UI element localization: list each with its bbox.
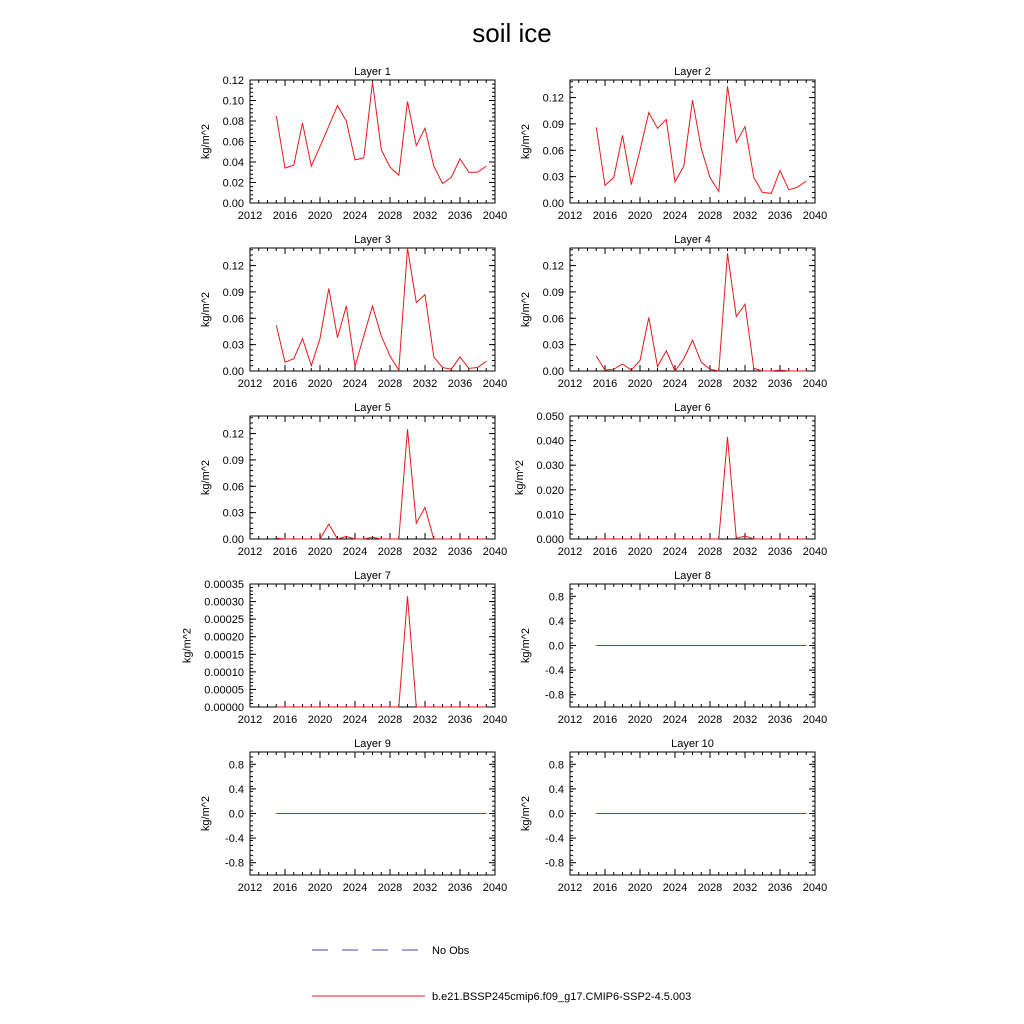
- x-tick-label: 2024: [662, 378, 688, 390]
- y-tick-label: 0.00: [222, 198, 244, 210]
- x-tick-label: 2032: [412, 378, 438, 390]
- y-tick-label: 0.06: [222, 313, 244, 326]
- x-tick-label: 2036: [447, 378, 473, 390]
- y-tick-label: -0.4: [545, 665, 564, 678]
- y-tick-label: 0.0: [228, 808, 244, 821]
- x-tick-label: 2020: [307, 210, 333, 222]
- panel-title: Layer 9: [354, 738, 391, 750]
- y-tick-label: 0.00: [222, 366, 244, 378]
- y-tick-label: 0.06: [222, 136, 244, 149]
- x-tick-label: 2024: [342, 882, 368, 894]
- x-tick-label: 2028: [697, 714, 723, 726]
- y-tick-label: 0.12: [222, 260, 244, 273]
- x-tick-label: 2020: [627, 714, 653, 726]
- x-tick-label: 2028: [697, 210, 723, 222]
- x-tick-label: 2012: [237, 882, 263, 894]
- plot-frame: [570, 80, 815, 203]
- x-tick-label: 2016: [272, 378, 298, 390]
- x-tick-label: 2036: [447, 210, 473, 222]
- panel-layer-7: [182, 570, 508, 726]
- x-tick-label: 2036: [767, 210, 793, 222]
- y-tick-label: -0.8: [545, 857, 564, 870]
- x-tick-label: 2020: [627, 546, 653, 558]
- panel-layer-6: [514, 402, 827, 558]
- x-tick-label: 2040: [482, 882, 508, 894]
- panel-layer-10: [520, 738, 827, 894]
- x-tick-label: 2032: [732, 714, 758, 726]
- y-tick-label: 0.00015: [204, 649, 244, 662]
- x-tick-label: 2020: [307, 882, 333, 894]
- y-tick-label: 0.06: [222, 481, 244, 494]
- y-tick-label: 0.4: [548, 783, 564, 796]
- y-axis-label: kg/m^2: [200, 459, 213, 496]
- x-tick-label: 2040: [482, 546, 508, 558]
- y-axis-label: kg/m^2: [520, 795, 533, 832]
- x-tick-label: 2040: [482, 210, 508, 222]
- x-tick-label: 2040: [802, 882, 828, 894]
- y-tick-label: 0.040: [536, 435, 564, 448]
- panel-layer-9: [200, 738, 507, 894]
- x-tick-label: 2012: [557, 378, 583, 390]
- y-tick-label: 0.00010: [204, 666, 244, 679]
- y-tick-label: 0.0: [548, 808, 564, 821]
- x-tick-label: 2036: [767, 378, 793, 390]
- x-tick-label: 2024: [342, 546, 368, 558]
- legend-model-label: b.e21.BSSP245cmip6.f09_g17.CMIP6-SSP2-4.5.003: [432, 991, 692, 1003]
- x-tick-label: 2016: [592, 546, 618, 558]
- series-line: [596, 86, 806, 193]
- y-tick-label: 0.00: [542, 198, 564, 210]
- x-tick-label: 2040: [482, 714, 508, 726]
- x-tick-label: 2032: [732, 546, 758, 558]
- y-tick-label: 0.00: [222, 534, 244, 546]
- x-tick-label: 2024: [662, 714, 688, 726]
- x-tick-label: 2016: [592, 210, 618, 222]
- series-line: [276, 429, 486, 539]
- y-tick-label: 0.12: [222, 75, 244, 87]
- x-tick-label: 2032: [412, 546, 438, 558]
- panel-title: Layer 5: [354, 402, 391, 414]
- x-tick-label: 2032: [732, 882, 758, 894]
- x-tick-label: 2028: [697, 378, 723, 390]
- x-tick-label: 2012: [557, 546, 583, 558]
- x-tick-label: 2024: [662, 210, 688, 222]
- x-tick-label: 2028: [377, 714, 403, 726]
- y-axis-label: kg/m^2: [200, 795, 213, 832]
- x-tick-label: 2028: [377, 546, 403, 558]
- y-tick-label: 0.03: [542, 171, 564, 184]
- y-tick-label: 0.03: [222, 339, 244, 352]
- y-axis-label: kg/m^2: [520, 627, 533, 664]
- x-tick-label: 2020: [307, 378, 333, 390]
- y-tick-label: 0.09: [222, 286, 244, 299]
- y-tick-label: 0.000: [536, 534, 564, 546]
- y-tick-label: 0.02: [222, 177, 244, 190]
- y-tick-label: 0.050: [536, 411, 564, 423]
- panel-layer-1: [200, 66, 507, 222]
- y-axis-label: kg/m^2: [181, 627, 194, 664]
- panels-group: [182, 66, 828, 894]
- y-tick-label: -0.8: [225, 857, 244, 870]
- x-tick-label: 2016: [272, 546, 298, 558]
- panel-layer-5: [200, 402, 507, 558]
- y-tick-label: 0.08: [222, 116, 244, 128]
- y-tick-label: 0.09: [542, 286, 564, 299]
- x-tick-label: 2024: [662, 546, 688, 558]
- x-tick-label: 2016: [592, 378, 618, 390]
- panel-title: Layer 1: [354, 66, 391, 78]
- panel-title: Layer 4: [674, 234, 711, 246]
- x-tick-label: 2012: [557, 882, 583, 894]
- x-tick-label: 2032: [412, 882, 438, 894]
- panel-title: Layer 7: [354, 570, 391, 582]
- y-tick-label: 0.09: [222, 454, 244, 467]
- x-tick-label: 2012: [557, 210, 583, 222]
- plot-frame: [250, 416, 495, 539]
- y-tick-label: 0.00030: [204, 596, 244, 609]
- x-tick-label: 2036: [447, 714, 473, 726]
- series-line: [276, 248, 486, 370]
- x-tick-label: 2040: [802, 378, 828, 390]
- y-tick-label: 0.06: [542, 313, 564, 326]
- x-tick-label: 2028: [377, 378, 403, 390]
- x-tick-label: 2028: [377, 210, 403, 222]
- x-tick-label: 2032: [412, 714, 438, 726]
- x-tick-label: 2036: [767, 882, 793, 894]
- x-tick-label: 2028: [697, 546, 723, 558]
- x-tick-label: 2016: [272, 714, 298, 726]
- y-tick-label: 0.0: [548, 640, 564, 653]
- x-tick-label: 2012: [237, 210, 263, 222]
- plot-frame: [570, 248, 815, 371]
- x-tick-label: 2036: [447, 546, 473, 558]
- panel-layer-3: [200, 234, 507, 390]
- y-tick-label: 0.00020: [204, 631, 244, 644]
- y-tick-label: 0.06: [542, 145, 564, 158]
- x-tick-label: 2012: [557, 714, 583, 726]
- y-tick-label: 0.03: [542, 339, 564, 352]
- y-tick-label: 0.4: [228, 783, 244, 796]
- series-line: [276, 596, 486, 707]
- x-tick-label: 2020: [627, 882, 653, 894]
- x-tick-label: 2032: [732, 378, 758, 390]
- legend: [312, 945, 691, 1003]
- x-tick-label: 2024: [662, 882, 688, 894]
- y-axis-label: kg/m^2: [520, 291, 533, 328]
- y-tick-label: 0.4: [548, 615, 564, 628]
- plot-frame: [250, 584, 495, 707]
- y-tick-label: 0.09: [542, 118, 564, 131]
- x-tick-label: 2024: [342, 210, 368, 222]
- x-tick-label: 2040: [802, 546, 828, 558]
- x-tick-label: 2036: [767, 714, 793, 726]
- legend-obs-label: No Obs: [432, 945, 470, 957]
- x-tick-label: 2024: [342, 378, 368, 390]
- y-tick-label: 0.00: [542, 366, 564, 378]
- y-tick-label: 0.00005: [204, 684, 244, 697]
- panel-title: Layer 8: [674, 570, 711, 582]
- y-tick-label: 0.04: [222, 157, 244, 169]
- x-tick-label: 2020: [627, 210, 653, 222]
- x-tick-label: 2020: [307, 714, 333, 726]
- y-axis-label: kg/m^2: [200, 123, 213, 160]
- panel-title: Layer 3: [354, 234, 391, 246]
- y-tick-label: 0.030: [536, 460, 564, 473]
- y-tick-label: 0.020: [536, 484, 564, 497]
- x-tick-label: 2032: [732, 210, 758, 222]
- x-tick-label: 2016: [272, 210, 298, 222]
- y-axis-label: kg/m^2: [200, 291, 213, 328]
- x-tick-label: 2016: [592, 714, 618, 726]
- y-axis-label: kg/m^2: [520, 123, 533, 160]
- y-tick-label: 0.00025: [204, 614, 244, 627]
- series-line: [596, 253, 806, 371]
- panel-title: Layer 10: [671, 738, 714, 750]
- y-axis-label: kg/m^2: [514, 459, 526, 496]
- y-tick-label: 0.8: [548, 759, 564, 772]
- y-tick-label: 0.10: [222, 95, 244, 108]
- panel-layer-2: [520, 66, 827, 222]
- x-tick-label: 2024: [342, 714, 368, 726]
- x-tick-label: 2028: [697, 882, 723, 894]
- series-line: [596, 437, 806, 539]
- y-tick-label: -0.8: [545, 689, 564, 702]
- x-tick-label: 2040: [802, 714, 828, 726]
- plot-frame: [250, 80, 495, 203]
- x-tick-label: 2020: [307, 546, 333, 558]
- x-tick-label: 2020: [627, 378, 653, 390]
- y-tick-label: 0.12: [542, 92, 564, 105]
- y-tick-label: 0.12: [542, 260, 564, 273]
- y-tick-label: 0.12: [222, 428, 244, 441]
- x-tick-label: 2032: [412, 210, 438, 222]
- y-tick-label: 0.010: [536, 509, 564, 522]
- y-tick-label: 0.00035: [204, 579, 244, 591]
- x-tick-label: 2028: [377, 882, 403, 894]
- y-tick-label: 0.03: [222, 507, 244, 520]
- x-tick-label: 2016: [272, 882, 298, 894]
- panel-title: Layer 6: [674, 402, 711, 414]
- plot-frame: [250, 248, 495, 371]
- y-tick-label: 0.00000: [204, 702, 244, 714]
- x-tick-label: 2040: [802, 210, 828, 222]
- y-tick-label: 0.8: [228, 759, 244, 772]
- x-tick-label: 2012: [237, 546, 263, 558]
- x-tick-label: 2012: [237, 714, 263, 726]
- series-line: [276, 82, 486, 183]
- panel-title: Layer 2: [674, 66, 711, 78]
- figure-title: soil ice: [472, 18, 552, 48]
- panel-layer-8: [520, 570, 827, 726]
- y-tick-label: -0.4: [225, 833, 244, 846]
- x-tick-label: 2036: [767, 546, 793, 558]
- x-tick-label: 2016: [592, 882, 618, 894]
- x-tick-label: 2040: [482, 378, 508, 390]
- plot-frame: [570, 416, 815, 539]
- y-tick-label: 0.8: [548, 591, 564, 604]
- x-tick-label: 2012: [237, 378, 263, 390]
- x-tick-label: 2036: [447, 882, 473, 894]
- panel-layer-4: [520, 234, 827, 390]
- y-tick-label: -0.4: [545, 833, 564, 846]
